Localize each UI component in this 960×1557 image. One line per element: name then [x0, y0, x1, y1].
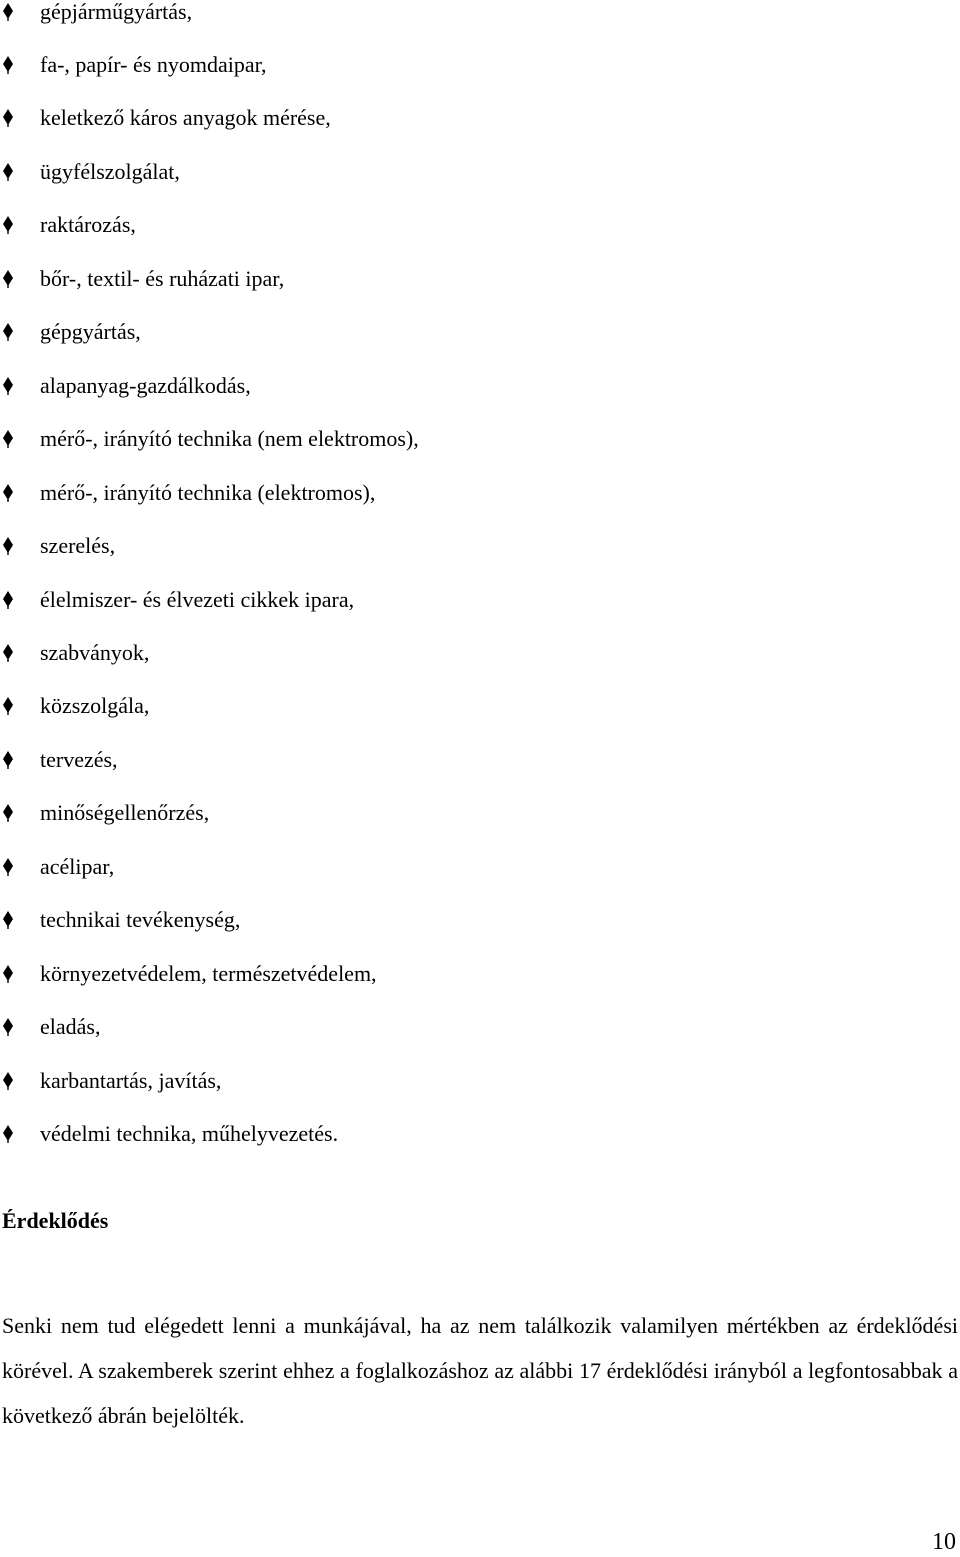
list-item	[0, 1119, 338, 1149]
list-item-text: eladás,	[40, 1014, 101, 1039]
diamond-bullet-icon	[2, 962, 14, 986]
diamond-bullet-icon	[2, 908, 14, 932]
diamond-bullet-icon	[2, 1015, 14, 1039]
list-item	[0, 852, 114, 882]
list-item	[0, 371, 251, 401]
list-item-text: raktározás,	[40, 212, 136, 237]
list-item-text: gépgyártás,	[40, 319, 141, 344]
diamond-bullet-icon	[2, 374, 14, 398]
list-item-text: technikai tevékenység,	[40, 907, 241, 932]
list-item	[0, 210, 136, 240]
list-item-text: élelmiszer- és élvezeti cikkek ipara,	[40, 587, 355, 612]
list-item-text: védelmi technika, műhelyvezetés.	[40, 1121, 339, 1146]
diamond-bullet-icon	[2, 801, 14, 825]
list-item	[0, 317, 141, 347]
list-item-text: keletkező káros anyagok mérése,	[40, 105, 331, 130]
diamond-bullet-icon	[2, 694, 14, 718]
diamond-bullet-icon	[2, 0, 14, 24]
list-item	[0, 103, 331, 133]
list-item-text: bőr-, textil- és ruházati ipar,	[40, 266, 285, 291]
list-item	[0, 745, 118, 775]
list-item	[0, 959, 377, 989]
list-item	[0, 585, 354, 615]
list-item-text: mérő-, irányító technika (elektromos),	[40, 480, 376, 505]
body-paragraph: Senki nem tud elégedett lenni a munkájával, ha az nem találkozik valamilyen mértékben az érdeklődési körével. A szakemberek szerint ehhez a foglalkozáshoz az alábbi 17 érdeklődési irányból a legfontosabbak a következő ábrán bejelölték.	[2, 1313, 958, 1429]
list-item-text: közszolgála,	[40, 693, 150, 718]
diamond-bullet-icon	[2, 1122, 14, 1146]
list-item-text: szabványok,	[40, 640, 150, 665]
list-item	[0, 905, 240, 935]
list-item-text: környezetvédelem, természetvédelem,	[40, 961, 377, 986]
list-item-text: karbantartás, javítás,	[40, 1068, 222, 1093]
page-number: 10	[932, 1529, 956, 1555]
list-item	[0, 691, 149, 721]
list-item	[0, 424, 419, 454]
diamond-bullet-icon	[2, 855, 14, 879]
list-item	[0, 478, 375, 508]
list-item-text: mérő-, irányító technika (nem elektromos),	[40, 426, 419, 451]
list-item-text: minőségellenőrzés,	[40, 800, 210, 825]
diamond-bullet-icon	[2, 534, 14, 558]
list-item-text: acélipar,	[40, 854, 115, 879]
list-item-text: szerelés,	[40, 533, 116, 558]
list-item	[0, 264, 284, 294]
list-item-text: ügyfélszolgálat,	[40, 159, 180, 184]
list-item	[0, 1012, 100, 1042]
list-item	[0, 50, 267, 80]
diamond-bullet-icon	[2, 106, 14, 130]
diamond-bullet-icon	[2, 588, 14, 612]
list-item	[0, 157, 180, 187]
list-item-text: tervezés,	[40, 747, 118, 772]
diamond-bullet-icon	[2, 481, 14, 505]
list-item	[0, 798, 209, 828]
diamond-bullet-icon	[2, 160, 14, 184]
list-item-text: fa-, papír- és nyomdaipar,	[40, 52, 267, 77]
list-item	[0, 531, 115, 561]
diamond-bullet-icon	[2, 320, 14, 344]
diamond-bullet-icon	[2, 641, 14, 665]
list-item	[0, 1066, 221, 1096]
section-heading: Érdeklődés	[2, 1208, 109, 1233]
diamond-bullet-icon	[2, 427, 14, 451]
list-item-text: gépjárműgyártás,	[40, 0, 193, 24]
diamond-bullet-icon	[2, 1069, 14, 1093]
diamond-bullet-icon	[2, 267, 14, 291]
list-item	[0, 0, 192, 27]
list-item-text: alapanyag-gazdálkodás,	[40, 373, 251, 398]
diamond-bullet-icon	[2, 748, 14, 772]
diamond-bullet-icon	[2, 53, 14, 77]
diamond-bullet-icon	[2, 213, 14, 237]
list-item	[0, 638, 149, 668]
